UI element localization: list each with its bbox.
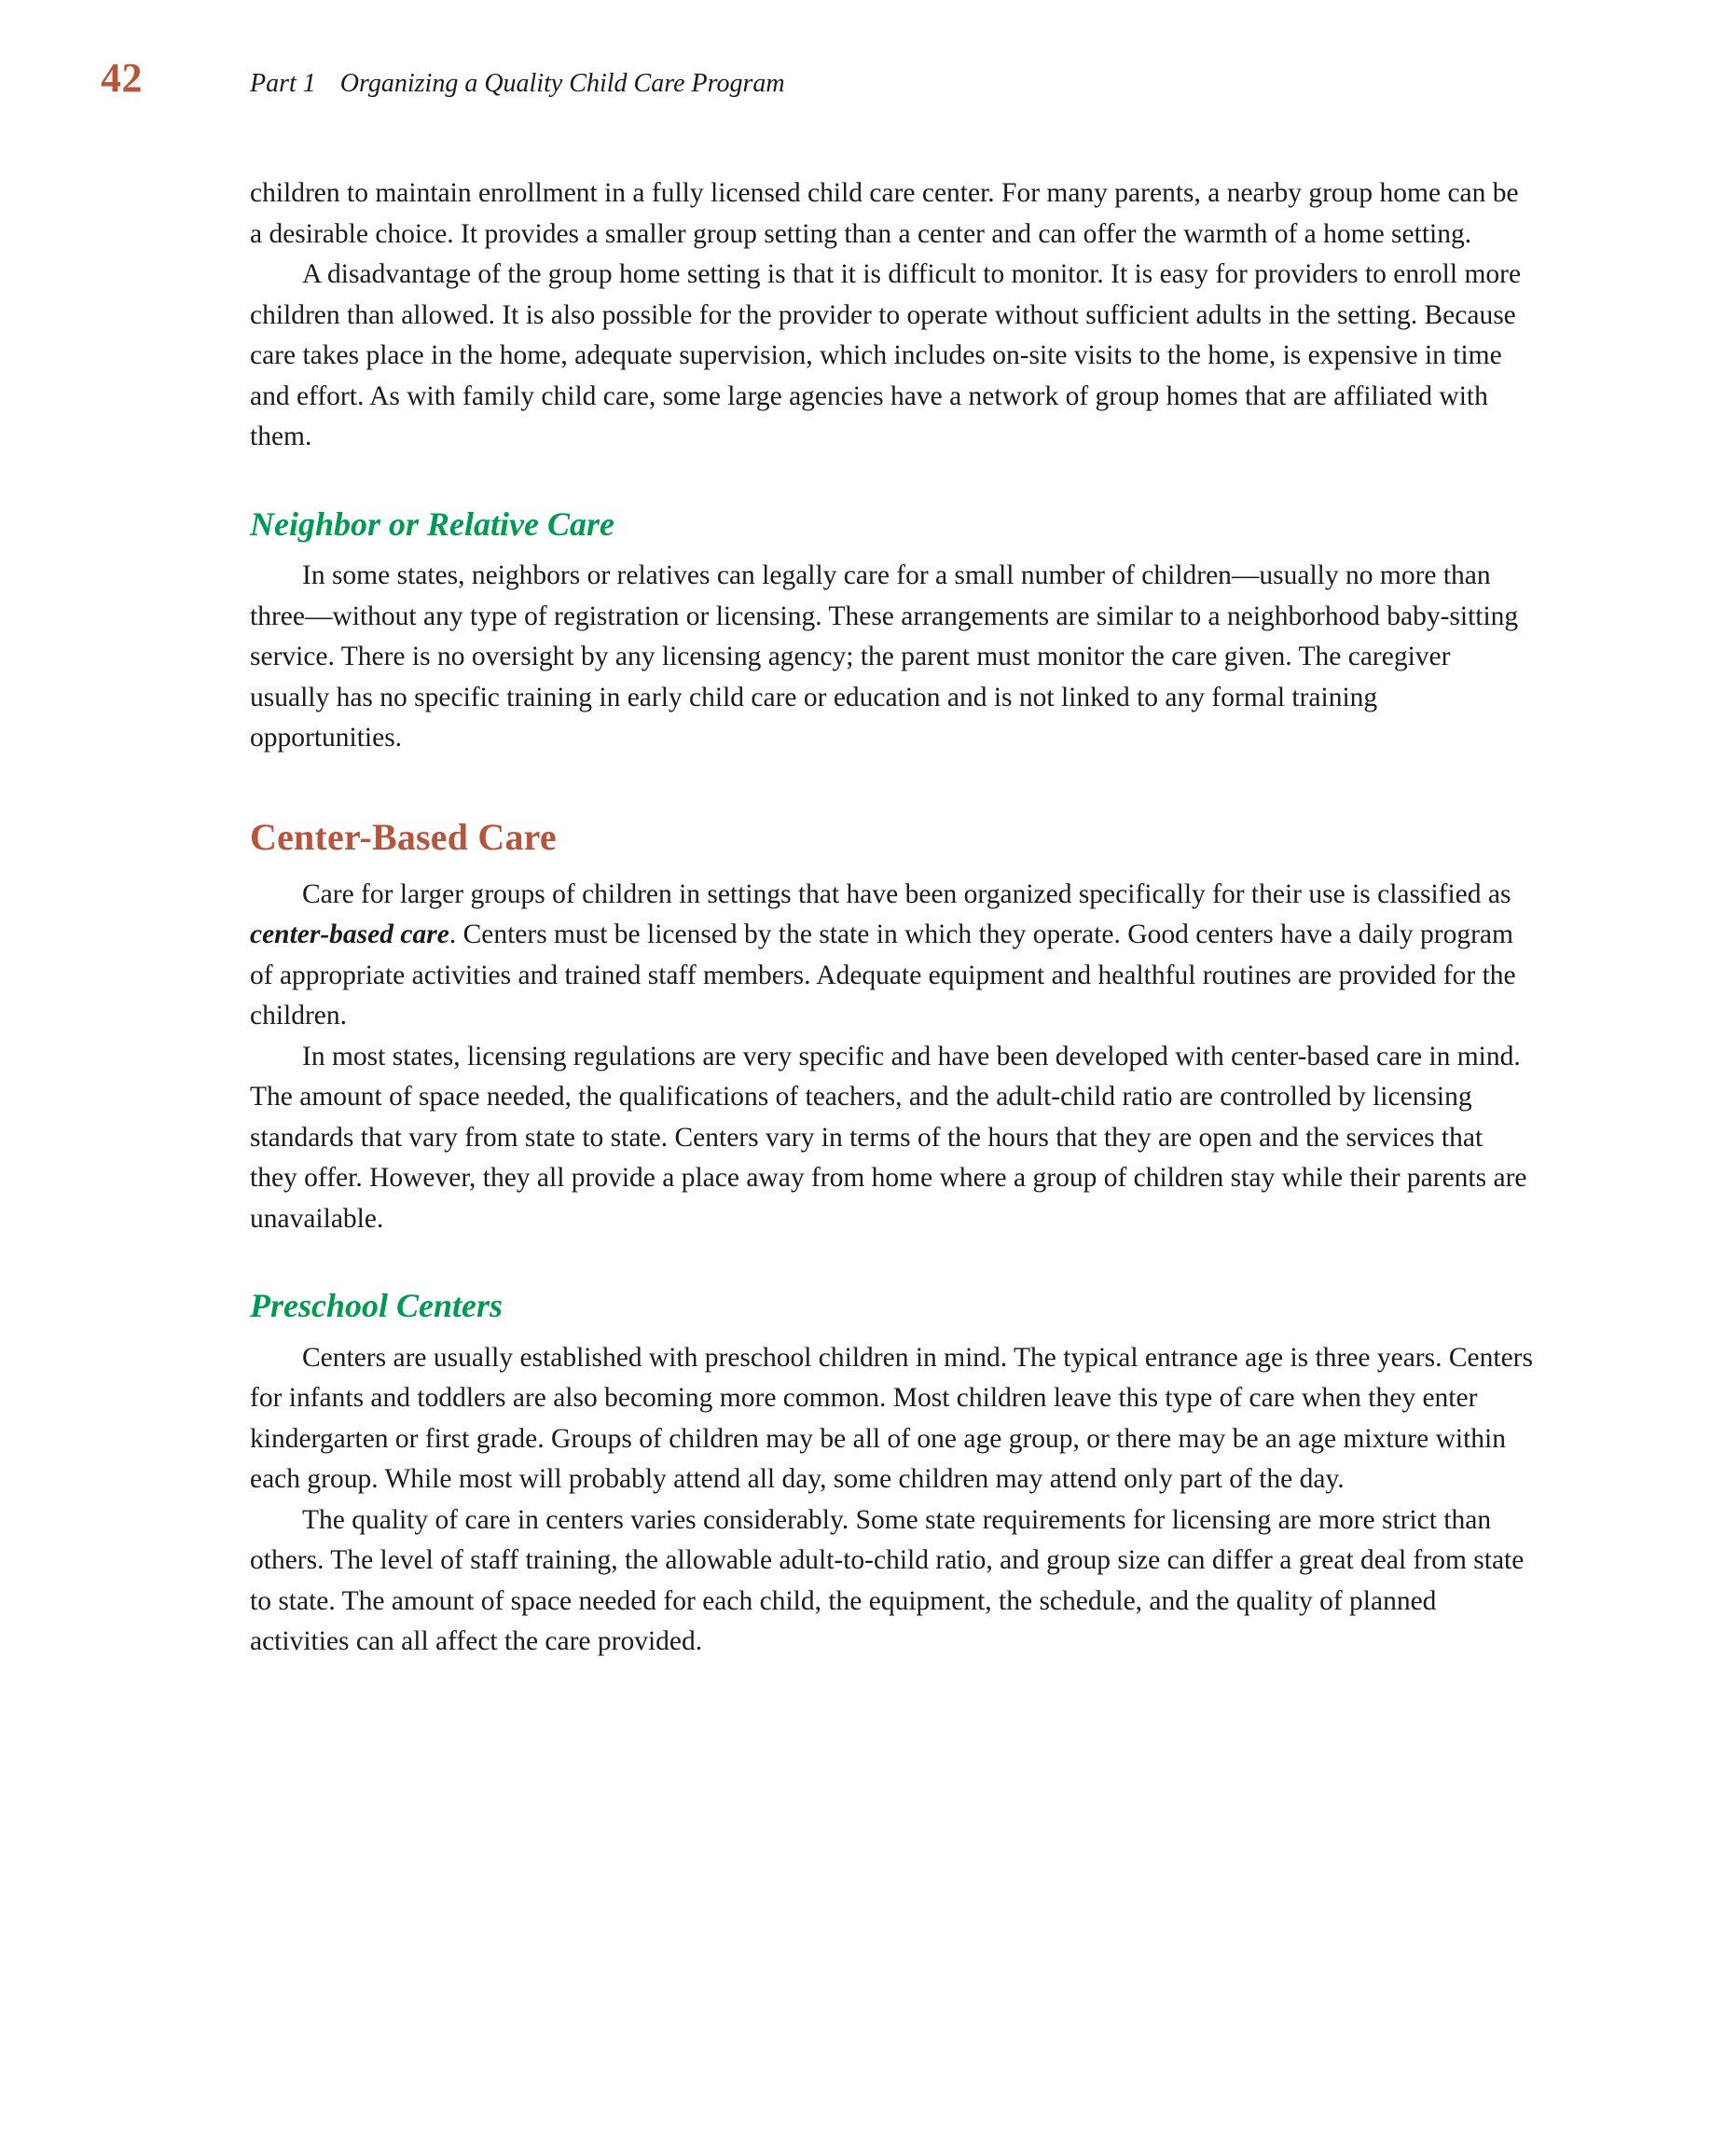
paragraph-text-tail: . Centers must be licensed by the state in which they operate. Good centers have a daily program of appropriate activities and trained staff members. Adequate equipment and healthful routines are provided for the children. (250, 919, 1516, 1031)
paragraph-center-based-definition (250, 875, 1533, 1037)
heading-preschool-centers: Preschool Centers (250, 1287, 504, 1325)
running-head-chapter-title: Organizing a Quality Child Care Program (339, 69, 785, 98)
paragraph-group-home-disadvantage: A disadvantage of the group home setting is that it is difficult to monitor. It is easy for providers to enroll more children than allowed. It is also possible for the provider to operate without sufficient adults in the setting. Because care takes place in the home, adequate supervision, which includes on-site visits to the home, is expensive in time and effort. As with family child care, some large agencies have a network of group homes that are affiliated with them. (250, 259, 1522, 451)
paragraph-preschool-centers: Centers are usually established with preschool children in mind. The typical entrance age is three years. Centers for infants and toddlers are also becoming more common. Most children leave this type of care when they enter kindergarten or first grade. Groups of children may be all of one age group, or there may be an age mixture within each group. While most will probably attend all day, some children may attend only part of the day. (250, 1342, 1533, 1495)
paragraph-text-lead: Care for larger groups of children in settings that have been organized specifically for their use is classified as (302, 878, 1511, 909)
page-number: 42 (101, 55, 143, 101)
paragraph-neighbor-relative-care: In some states, neighbors or relatives can legally care for a small number of children—usually no more than three—without any type of registration or licensing. These arrangements are similar to a neighborhood baby-sitting service. There is no oversight by any licensing agency; the parent must monitor the care given. The caregiver usually has no specific training in early child care or education and is not linked to any formal training opportunities. (250, 560, 1519, 753)
paragraph-continued: children to maintain enrollment in a fully licensed child care center. For many parents, a nearby group home can be a desirable choice. It provides a smaller group setting than a center and can offer the warmth of a home setting. (250, 178, 1519, 249)
spacer (250, 858, 1533, 875)
spacer (250, 759, 1533, 817)
paragraph-quality-of-care: The quality of care in centers varies considerably. Some state requirements for licensing are more strict than others. The level of staff training, the allowable adult-to-child ratio, and group size can differ a great deal from state to state. The amount of space needed for each child, the equipment, the schedule, and the quality of planned activities can all affect the care provided. (250, 1504, 1525, 1657)
running-head-title (250, 69, 785, 99)
spacer (250, 1239, 1533, 1288)
paragraph-licensing-regulations: In most states, licensing regulations are very specific and have been developed with center-based care in mind. The amount of space needed, the qualifications of teachers, and the adult-child ratio are controlled by licensing standards that vary from state to state. Centers vary in terms of the hours that they are open and the services that they offer. However, they all provide a place away from home where a group of children stay while their parents are unavailable. (250, 1041, 1527, 1234)
heading-center-based-care: Center-Based Care (250, 815, 557, 858)
key-term-center-based-care: center-based care (250, 919, 449, 950)
text-column (250, 173, 1533, 1663)
running-head-part: Part 1 (250, 69, 316, 98)
running-head (0, 55, 1725, 114)
heading-neighbor-or-relative-care: Neighbor or Relative Care (250, 504, 614, 543)
spacer (250, 458, 1533, 506)
spacer (250, 543, 1533, 556)
spacer (250, 1325, 1533, 1338)
